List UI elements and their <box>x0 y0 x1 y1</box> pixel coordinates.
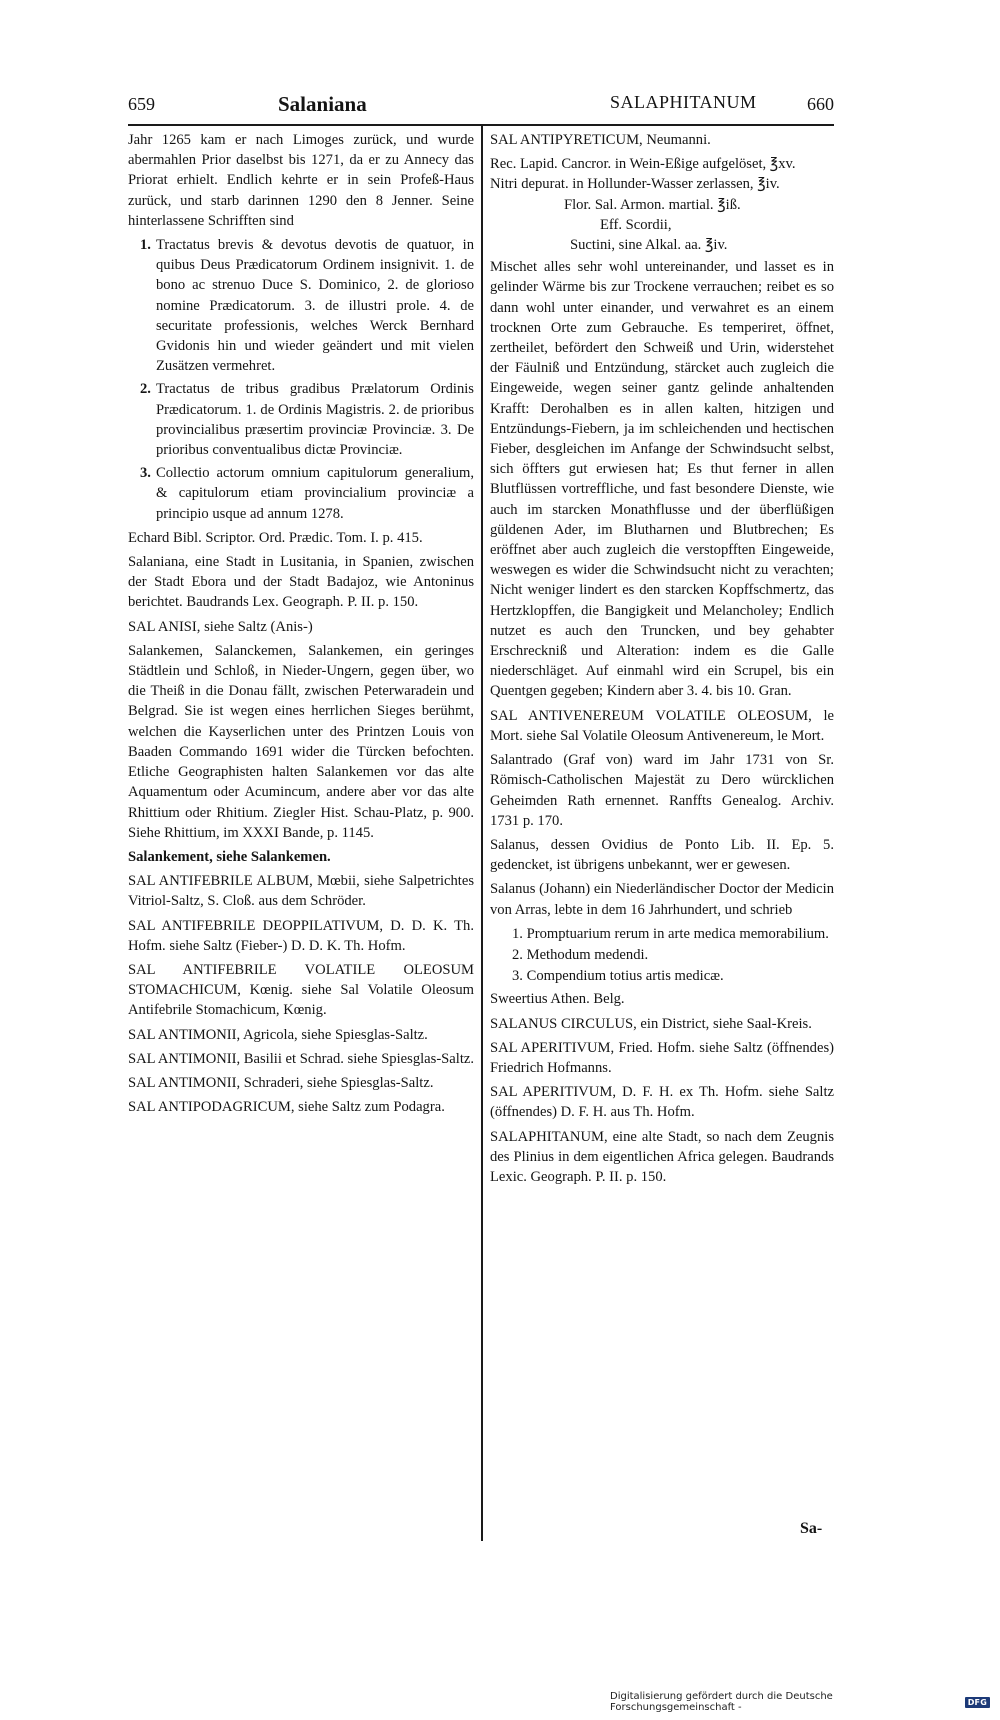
column-divider <box>481 126 483 1541</box>
footer-text: Digitalisierung gefördert durch die Deutsche Forschungsgemeinschaft - <box>610 1691 833 1713</box>
entry-paragraph: SAL ANTIMONII, Basilii et Schrad. siehe Spiesglas-Saltz. <box>128 1050 475 1067</box>
entry-paragraph: Salankement, siehe Salankemen. <box>128 848 331 865</box>
page-number-right: 660 <box>807 94 834 114</box>
list-text: Tractatus de tribus gradibus Prælatorum Ordinis Prædicatorum. 1. de Ordinis Magistris. 2. de prioribus provincialibus præsertim provinciæ Provinciæ. 3. De prioribus conventualibus dictæ Provinciæ. <box>156 381 474 459</box>
recipe-line: Nitri depurat. in Hollunder-Wasser zerlassen, ℥iv. <box>490 176 780 193</box>
list-item: 2. Methodum medendi. <box>512 946 649 963</box>
running-head-right: SALAPHITANUM <box>610 92 757 112</box>
salanus-works-list <box>490 924 834 987</box>
entry-paragraph: SALANUS CIRCULUS, ein District, siehe Saal-Kreis. <box>490 1015 812 1032</box>
list-text: Tractatus brevis & devotus devotis de quatuor, in quibus Deus Prædicatorum Ordinem insignivit. 1. de bono ac strenuo Duce S. Dominico, 2. de glorioso nomine Prædicatorum. 3. de illustri prole. 4. de securitate professionis, welches Werck Bernhard Gvidonis hin und wieder geändert und mit vielen Zusätzen vermehret. <box>156 237 474 375</box>
works-list <box>128 235 474 524</box>
entry-paragraph: SAL ANTIMONII, Agricola, siehe Spiesglas-Saltz. <box>128 1026 428 1043</box>
entry-paragraph: SALAPHITANUM, eine alte Stadt, so nach dem Zeugnis des Plinius in dem eigentlichen Africa gelegen. Baudrands Lexic. Geograph. P. II. p. 150. <box>490 1128 834 1185</box>
list-number: 3. <box>140 465 151 482</box>
list-item: 1. Promptuarium rerum in arte medica memorabilium. <box>512 925 829 942</box>
entry-paragraph: SAL ANTIFEBRILE ALBUM, Mœbii, siehe Salpetrichtes Vitriol-Saltz, S. Cloß. aus dem Schröder. <box>128 873 474 910</box>
entry-paragraph: SAL ANTIVENEREUM VOLATILE OLEOSUM, le Mort. siehe Sal Volatile Oleosum Antivenereum, le Mort. <box>490 707 834 744</box>
page-number-left: 659 <box>128 94 155 114</box>
entry-paragraph: Salantrado (Graf von) ward im Jahr 1731 von Sr. Römisch-Catholischen Majestät zu Dero würcklichen Geheimden Rath ernennet. Ranffts Genealog. Archiv. 1731 p. 170. <box>490 752 834 829</box>
right-column <box>490 130 834 1191</box>
list-item: 3. Compendium totius artis medicæ. <box>512 968 724 985</box>
recipe-block <box>490 154 834 255</box>
entry-paragraph: Salanus, dessen Ovidius de Ponto Lib. II. Ep. 5. gedencket, ist übrigens unbekannt, wer er gewesen. <box>490 836 834 874</box>
recipe-line: Eff. Scordii, <box>600 216 672 233</box>
entry-paragraph: SAL ANTIFEBRILE DEOPPILATIVUM, D. D. K. Th. Hofm. siehe Saltz (Fieber-) D. D. K. Th. Hofm. <box>128 917 474 954</box>
list-item <box>128 463 474 524</box>
entry-paragraph: SAL ANTIFEBRILE VOLATILE OLEOSUM STOMACHICUM, Kœnig. siehe Sal Volatile Oleosum Antifebrile Stomachicum, Kœnig. <box>128 961 474 1019</box>
recipe-line: Rec. Lapid. Cancror. in Wein-Eßige aufgelöset, ℥xv. <box>490 156 796 173</box>
recipe-line: Flor. Sal. Armon. martial. ℥iß. <box>564 196 741 213</box>
list-item <box>128 235 474 376</box>
recipe-line: Suctini, sine Alkal. aa. ℥iv. <box>570 237 728 254</box>
entry-paragraph: SAL ANTIPODAGRICUM, siehe Saltz zum Podagra. <box>128 1099 445 1116</box>
entry-paragraph: Salanus (Johann) ein Niederländischer Doctor der Medicin von Arras, lebte in dem 16 Jahrhundert, und schrieb <box>490 881 834 918</box>
digitization-footer <box>610 1691 990 1713</box>
list-number: 2. <box>140 381 151 398</box>
entry-paragraph: Salaniana, eine Stadt in Lusitania, in Spanien, zwischen der Stadt Ebora und der Stadt Badajoz, wie Antoninus berichtet. Baudrands Lex. Geograph. P. II. p. 150. <box>128 554 474 611</box>
running-head-left: Salaniana <box>278 92 367 116</box>
list-item <box>128 379 474 460</box>
list-text: Collectio actorum omnium capitulorum generalium, & capitulorum etiam provincialium provinciæ a principio usque ad annum 1278. <box>156 465 474 522</box>
entry-paragraph: SAL APERITIVUM, D. F. H. ex Th. Hofm. siehe Saltz (öffnendes) D. F. H. aus Th. Hofm. <box>490 1084 834 1121</box>
source-citation: Echard Bibl. Scriptor. Ord. Prædic. Tom. I. p. 415. <box>128 529 423 546</box>
list-number: 1. <box>140 237 151 254</box>
intro-paragraph: Jahr 1265 kam er nach Limoges zurück, und wurde abermahlen Prior daselbst bis 1271, da er zu Annecy das Priorat erhielt. Endlich kehrte er in sein Profeß-Haus zurück, und starb darinnen 1290 den 8 Jenner. Seine hinterlassene Schrifften sind <box>128 132 474 229</box>
recipe-text: Mischet alles sehr wohl untereinander, und lasset es in gelinder Wärme bis zur Trockene verrauchen; reibet es so dann wohl unter einander, und verwahret es an einem trocknen Orte zum Gebrauche. Es temperiret, öffnet, zertheilet, befördert den Schweiß und Urin, widerstehet der Fäulniß und Entzündung, stärcket auch zugleich die Eingeweide, wegen seiner gantz gelinde anhaltenden Krafft: Derohalben es in allen kalten, hitzigen und Entzündungs-Fiebern, ja im schleichenden und hectischen Fieber, desgleichen im Anfange der Schwindsucht selbst, sich öffters gut erwiesen hat; Es thut ferner in allen Blutflüssen vortreffliche, und fast besondere Dienste, wie auch im starcken Monathflusse und der überflüßigen güldenen Ader, im Blutharnen und Blutbrechen; Es eröffnet aber auch zugleich die verstopfften Eingeweide, weswegen es wider die Schwindsucht nicht zu verachten; Nicht weniger lindert es den starcken Kopffschmertz, das Hertzklopffen, die Bangigkeit und Melancholey; Endlich nutzet es auch den Truncken, und bey gehabter Erschreckniß und Alteration: indem es die Galle niederschläget. Auf einmahl wird ein Scrupel, bis ein Quentgen gegeben; Kindern aber 3. 4. bis 10. Gran. <box>490 259 834 700</box>
entry-paragraph: SAL ANTIMONII, Schraderi, siehe Spiesglas-Saltz. <box>128 1074 434 1091</box>
source-citation: Sweertius Athen. Belg. <box>490 991 625 1008</box>
entry-paragraph: SAL ANISI, siehe Saltz (Anis-) <box>128 618 313 635</box>
left-column <box>128 130 474 1121</box>
recipe-title: SAL ANTIPYRETICUM, Neumanni. <box>490 132 711 148</box>
entry-paragraph: Salankemen, Salanckemen, Salankemen, ein geringes Städtlein und Schloß, in Nieder-Ungern, gegen über, wo die Theiß in die Donau fällt, zwischen Peterwaradein und Belgrad. Sie ist wegen eines herrlichen Sieges berühmt, welchen die Kayserlichen unter des Printzen Louis von Baaden Commando 1691 wider die Türcken befochten. Etliche Geographisten halten Salankemen vor das alte Aquamentum oder Acumincum, andere aber vor das alte Rhittium oder Rhitium. Ziegler Hist. Schau-Platz, p. 900. Siehe Rhittium, im XXXI Bande, p. 1145. <box>128 642 474 841</box>
entry-paragraph: SAL APERITIVUM, Fried. Hofm. siehe Saltz (öffnendes) Friedrich Hofmanns. <box>490 1039 834 1076</box>
catchword: Sa- <box>800 1520 823 1537</box>
page-header <box>128 88 834 124</box>
dfg-logo: DFG <box>965 1697 990 1708</box>
